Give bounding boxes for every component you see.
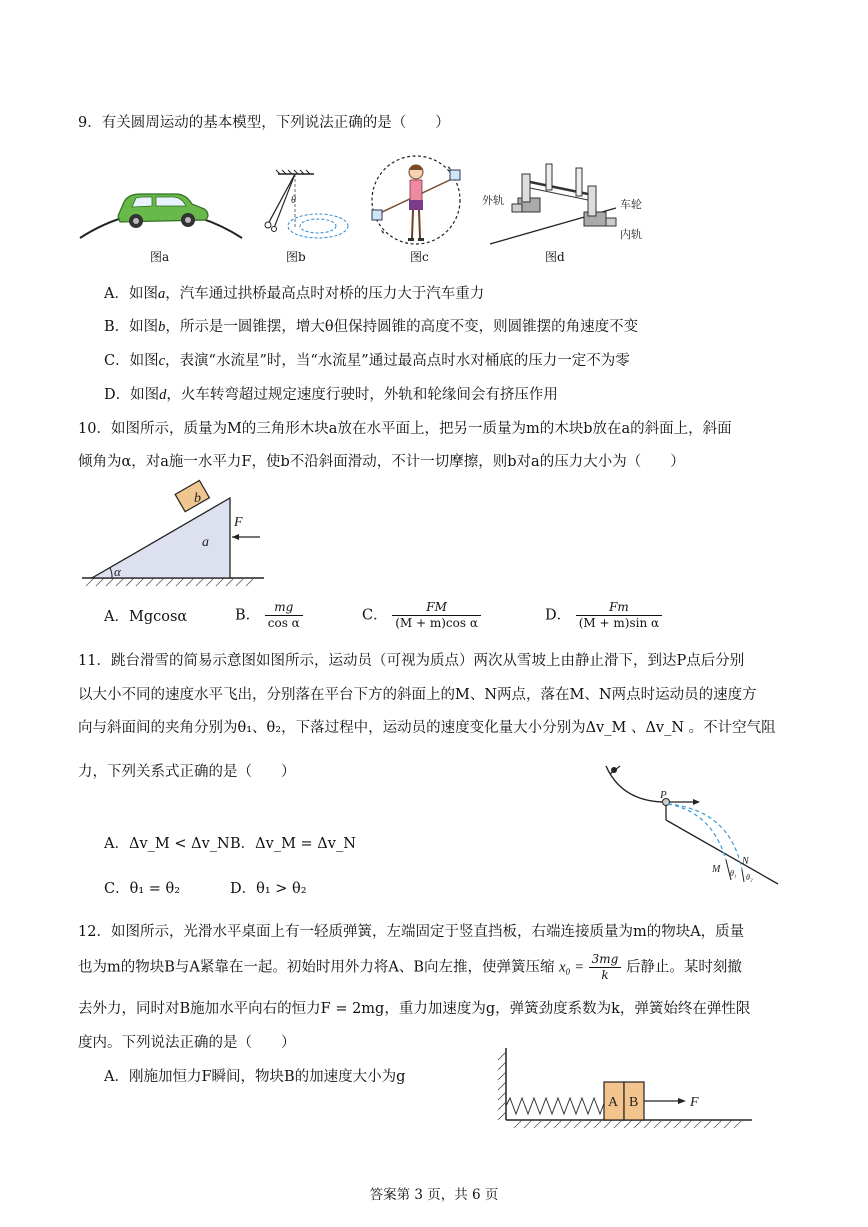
q10-option-d: D． $\frac{Fm}{\text{(M + m)sin α}}$ <box>545 600 662 631</box>
q11-option-d: D．θ₁ > θ₂ <box>230 881 307 897</box>
q10-option-c: C． $\frac{FM}{\text{(M + m)cos α}}$ <box>362 600 481 631</box>
q11-option-a: A．Δv_M < Δv_N <box>104 836 230 852</box>
q9-option-a: A．如图a，汽车通过拱桥最高点时对桥的压力大于汽车重力 <box>104 286 485 302</box>
q11-stem-line2: 以大小不同的速度水平飞出，分别落在平台下方的斜面上的M、N两点，落在M、N两点时运动员的速度方 <box>78 687 757 703</box>
q11-label-theta2: θ₂ <box>746 873 753 882</box>
q10-label-F: F <box>234 515 243 530</box>
q11-stem-line3: 向与斜面间的夹角分别为θ₁、θ₂，下落过程中，运动员的速度变化量大小分别为Δv_M 、Δv_N 。不计空气阻 <box>78 720 776 736</box>
q10-option-b: B． $\frac{mg}{\text{cos α}}$ <box>235 600 303 631</box>
caption-fig-d: 图d <box>545 250 565 264</box>
figure-q11-ski-jump <box>592 752 782 890</box>
figure-b-conical-pendulum <box>248 170 352 244</box>
q10-label-b: b <box>194 491 201 506</box>
q11-label-N: N <box>742 856 749 867</box>
caption-fig-c: 图c <box>410 250 429 264</box>
page-footer: 答案第 3 页，共 6 页 <box>369 1187 499 1203</box>
figure-c-water-meteor <box>366 150 466 250</box>
fig-b-theta: θ <box>291 195 296 206</box>
q9-stem: 9．有关圆周运动的基本模型，下列说法正确的是（ ） <box>78 115 450 131</box>
figure-d-train-wheel-track <box>482 160 658 248</box>
fig-d-outer-label: 外轨 <box>482 195 504 207</box>
q10-label-alpha: α <box>114 564 121 579</box>
q11-label-P: P <box>660 789 667 801</box>
q12-stem-line1: 12．如图所示，光滑水平桌面上有一轻质弹簧，左端固定于竖直挡板，右端连接质量为m的物块A，质量 <box>78 924 745 940</box>
q9-option-b: B．如图b，所示是一圆锥摆，增大θ但保持圆锥的高度不变，则圆锥摆的角速度不变 <box>104 319 639 335</box>
q10-stem-line1: 10．如图所示，质量为M的三角形木块a放在水平面上，把另一质量为m的木块b放在a的斜面上，斜面 <box>78 421 732 437</box>
q11-option-c: C．θ₁ = θ₂ <box>104 881 181 897</box>
q12-option-a: A．刚施加恒力F瞬间，物块B的加速度大小为g <box>104 1069 406 1085</box>
q9-option-c: C．如图c，表演“水流星”时，当“水流星”通过最高点时水对桶底的压力一定不为零 <box>104 353 630 369</box>
caption-fig-a: 图a <box>150 250 170 264</box>
q11-stem-line4: 力，下列关系式正确的是（ ） <box>78 764 296 780</box>
q9-option-d: D．如图d，火车转弯超过规定速度行驶时，外轨和轮缘间会有挤压作用 <box>104 387 558 403</box>
figure-q12-spring-blocks <box>496 1044 756 1130</box>
q10-label-a: a <box>202 535 209 550</box>
fig-d-inner-label: 内轨 <box>620 229 642 241</box>
q12-stem-line4: 度内。下列说法正确的是（ ） <box>78 1035 296 1051</box>
q11-option-b: B．Δv_M = Δv_N <box>230 836 356 852</box>
q12-label-F: F <box>690 1095 699 1110</box>
figure-q10-wedge-block <box>82 480 272 588</box>
q12-stem-line2: 也为m的物块B与A紧靠在一起。初始时用外力将A、B向左推，使弹簧压缩 x₀ = $\frac{3mg}{k}$ 后静止。某时刻撤 <box>78 952 742 982</box>
q10-stem-line2: 倾角为α，对a施一水平力F，使b不沿斜面滑动，不计一切摩擦，则b对a的压力大小为（ ） <box>78 454 685 470</box>
q10-option-a: A．Mgcosα <box>104 609 188 625</box>
q11-stem-line1: 11．跳台滑雪的简易示意图如图所示，运动员（可视为质点）两次从雪坡上由静止滑下，到达P点后分别 <box>78 653 745 669</box>
q12-label-B: B <box>629 1095 639 1110</box>
figure-a-car-on-bridge <box>78 176 244 242</box>
caption-fig-b: 图b <box>286 250 306 264</box>
fig-d-wheel-label: 车轮 <box>620 199 642 211</box>
q11-label-M: M <box>712 864 721 875</box>
q11-label-theta1: θ₁ <box>730 869 737 878</box>
q12-stem-line3: 去外力，同时对B施加水平向右的恒力F = 2mg，重力加速度为g，弹簧劲度系数为k，弹簧始终在弹性限 <box>78 1001 751 1017</box>
q12-label-A: A <box>608 1095 619 1110</box>
